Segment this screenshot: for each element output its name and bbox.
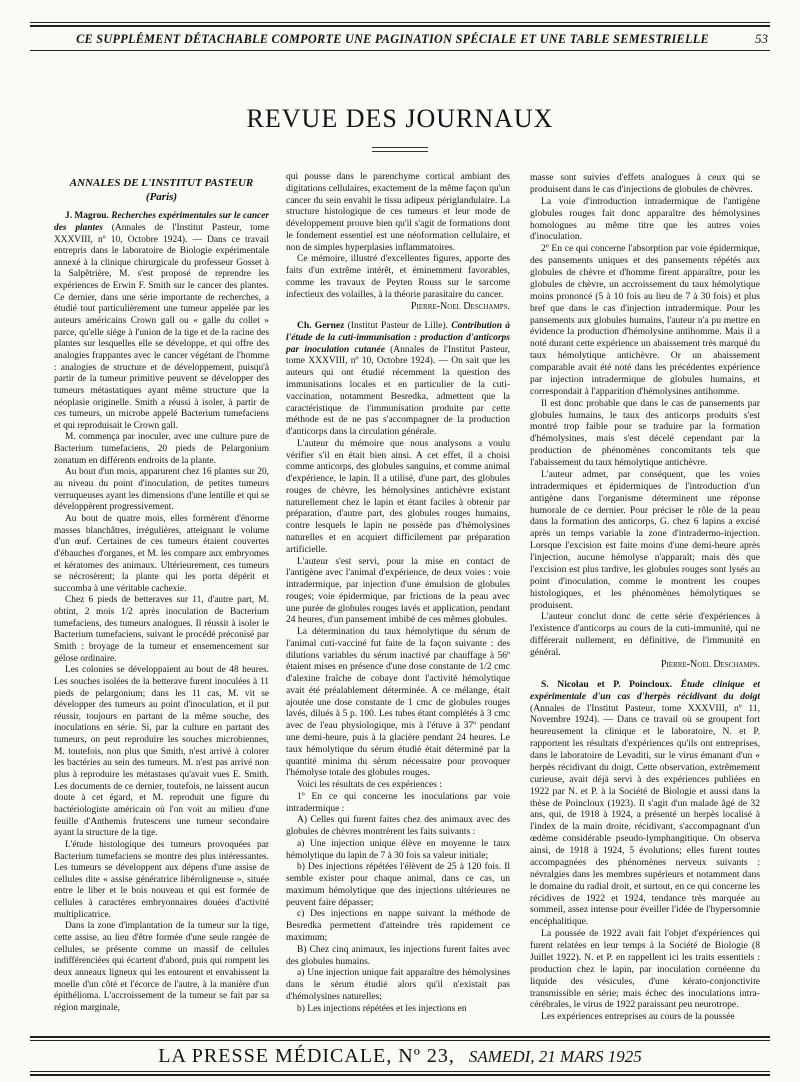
article-2-paragraph: a) Une injection unique fait apparaître des hémolysines dans le sérum étudié alors qu'il n'existait pas d'hémolysines naturelles; — [286, 968, 510, 1002]
article-2-paragraph: 2º En ce qui concerne l'absorption par voie épidermique, des pansements uniques et des pansements répétés aux globules de chèvre et d'homme firent apparaître, pour les globules de chèvre, un accroissement du taux hémolytique moins prononcé (5 à 10 fois au lieu de 7 à 30 fois) et plus bref que dans le cas d'injection intradermique. Pour les pansements aux globules humains, l'auteur n'a pu mettre en évidence la production d'hémolysine antihomme. Mais il a noté durant cette expérience un abaissement très marqué du taux hémolytique antichèvre. Or un abaissement comparable avait été noté dans les précédentes expérience par injection intradermique de globules humains, et correspondait à l'apparition d'hémolysines antihomme. — [530, 243, 760, 397]
article-1-paragraph: Chez 6 pieds de betteraves sur 11, d'autre part, M. obtint, 2 mois 1/2 après inoculation de Bacterium tumefaciens, des tumeurs analogues. Il réussit à isoler le Bacterium tumefaciens, suivant le procédé préconisé par Smith : broyage de la tumeur et ensemencement sur gélose ordinaire. — [54, 595, 269, 664]
article-2-paragraph: 1º En ce qui concerne les inoculations par voie intradermique : — [286, 791, 510, 814]
issue-date: SAMEDI, 21 MARS 1925 — [468, 1047, 642, 1066]
column-3 — [530, 172, 760, 1023]
article-1-paragraph: Dans ce travail entrepris dans le laboratoire de Biologie expérimentale annexé à la clinique chirurgicale du professeur Gosset à la Salpêtrière, M. s'est proposé de reprendre les expériences de Erwin F. Smith sur le cancer des plantes. Ce dernier, dans une série importante de recherches, a étudié tout particulièrement une tumeur appelée par les auteurs américains Crown gall ou « galle du collet » parce, qu'elle siège à l'union de la tige et de la racine des plantes sur lesquelles elle se développe, et qui offre des analogies frappantes avec le cancer végétant de l'homme : analogies de structure et de développement, puisqu'à partir de la tumeur primitive peuvent se développer des tumeurs métastatiques ayant même structure que la néoplasie originelle. Smith a réussi à isoler, à partir de ces tumeurs, un microbe appelé Bacterium tumefaciens et qui reproduisait le Crown gall. — [54, 234, 270, 431]
article-1-paragraph: Les colonies se développaient au bout de 48 heures. Les souches isolées de la betterave furent inoculées à 11 pieds de pelargonium; dans les 11 cas, M. vit se développer des tumeurs au point d'inoculation, et il put réussir, toujours en partant de la même souche, des inoculations en série. Si, par la culture en partant des tumeurs, on peut reproduire les souches microbiennes, M. toutefois, non plus que Smith, n'est arrivé à colorer les bactéries au sein des tumeurs. M. n'est pas arrivé non plus à reproduire les métastases qu'avait vues E. Smith. Les documents de ce dernier, toutefois, ne laissent aucun doute à cet égard, et M. reproduit une figure du bactériologiste américain où l'on voit au milieu d'une feuille d'Anthemis frutescens une tumeur secondaire ayant la structure de la tige. — [54, 665, 269, 839]
page-title: REVUE DES JOURNAUX — [246, 104, 554, 133]
page-header — [30, 22, 770, 51]
article-1-signature: Pierre-Noel Deschamps. — [410, 301, 510, 313]
article-1-paragraph: qui pousse dans le parenchyme cortical ambiant des digitations cellulaires, exactement de la même façon qu'un cancer du sein envahit le tissu adipeux périglandulaire. La structure histologique de ces tumeurs et leur mode de développement prouve bien qu'il s'agit de formations dont le fondement essentiel est une néoformation cellulaire, et non de simples hyperplasies inflammatoires. — [286, 172, 510, 253]
article-2-affiliation: (Institut Pasteur de Lille). — [347, 321, 448, 332]
article-3-heading — [530, 679, 760, 928]
section-place: (Paris) — [145, 190, 178, 203]
journal-masthead: LA PRESSE MÉDICALE, Nº 23, — [158, 1045, 455, 1067]
article-2-heading — [286, 321, 510, 439]
article-2-paragraph: a) Une injection unique élève en moyenne le taux hémolytique du lapin de 7 à 30 fois sa valeur initiale; — [286, 838, 510, 861]
article-2-paragraph: masse sont suivies d'effets analogues à ceux qui se produisent dans le cas d'injections de globules de chèvres. — [530, 172, 760, 195]
footer-rule-bottom — [30, 1071, 770, 1076]
column-2 — [286, 172, 510, 1015]
header-rule-bottom — [30, 50, 770, 51]
article-1-paragraph: L'étude histologique des tumeurs provoquées par Bacterium tumefaciens se montre des plus intéressantes. Les tumeurs se développent aux dépens d'une assise de cellules dite « assise génératrice libéroligneuse », située entre le liber et le bois nouveau et qui est formée de cellules à caractères embryonnaires douées d'activité multiplicatrice. — [54, 839, 269, 920]
article-1-paragraph: Ce mémoire, illustré d'excellentes figures, apporte des faits d'un extrême intérêt, et éminemment favorables, comme les travaux de Peyten Rouss sur le sarcome infectieux des volailles, à la théorie parasitaire du cancer. — [286, 254, 510, 300]
article-2-paragraph: A) Celles qui furent faites chez des animaux avec des globules de chèvres montrèrent les faits suivants : — [286, 815, 510, 838]
article-2-paragraph: L'auteur admet, par conséquent, que les voies intradermiques et épidermiques de l'introduction d'un antigène dans l'organisme déterminent une réponse humorale de ce dernier. Pour préciser le rôle de la peau dans la formation des anticorps, G. chez 6 lapins a excisé après un temps variable la zone d'intradermo-injection. Lorsque l'excision est faite moins d'une demi-heure après l'injection, aucune hémolyse n'apparaît; mais dès que l'excision est plus tardive, les globules rouges sont lysés au point d'inoculation, comme le montrent les coupes histologiques, et les phénomènes hémolytiques se produisent. — [530, 468, 760, 611]
article-1-paragraph: M. commença par inoculer, avec une culture pure de Bacterium tumefaciens, 20 pieds de Pelargonium zonatum en différents endroits de la plante. — [54, 432, 269, 466]
article-2-signature: Pierre-Noel Deschamps. — [660, 658, 760, 670]
article-2-paragraph: b) Des injections répétées l'élèvent de 25 à 120 fois. Il semble exister pour chaque animal, dans ce cas, un maximum hémolytique que des injections ultérieures ne peuvent faire dépasser; — [286, 862, 510, 908]
article-3-reference: (Annales de l'Institut Pasteur, tome XXXVIII, nº 11, Novembre 1924). — — [530, 702, 760, 726]
supplement-notice: CE SUPPLÉMENT DÉTACHABLE COMPORTE UNE PAGINATION SPÉCIALE ET UNE TABLE SEMESTRIELLE — [76, 31, 709, 46]
article-1-reference: (Annales de l'Institut Pasteur, tome XXXVIII, nº 10, Octobre 1924). — — [54, 222, 270, 245]
article-1-heading — [54, 211, 269, 432]
article-2-reference: (Annales de l'Institut Pasteur, tome XXXVIII, nº 10, Octobre 1924). — — [286, 344, 510, 367]
column-1 — [54, 172, 269, 1014]
article-2-paragraph: L'auteur s'est servi, pour la mise en contact de l'antigène avec l'animal d'expérience, de deux voies : voie intradermique, par injection d'une émulsion de globules rouges; voie épidermique, par frictions de la peau avec une purée de globules rouges lavés et application, pendant 24 heures, d'un pansement imbibé de ces mêmes globules. — [286, 556, 510, 626]
article-1-paragraph: Au bout de quatre mois, elles formèrent d'énorme masses blanchâtres, irrégulières, atteignant le volume d'un œuf. Certaines de ces tumeurs étaient couvertes d'ébauches d'organes, et M. les compare aux embryomes et kératomes des animaux. Ultérieurement, ces tumeurs se nécrosèrent; la plante qui les porta dépérit et succomba à une véritable cachexie. — [54, 513, 269, 594]
article-3-title: Étude clinique et expérimentale d'un cas d'herpès récidivant du doigt — [530, 678, 760, 702]
article-2-paragraph: c) Des injections en nappe suivant la méthode de Besredka permettent d'atteindre très rapidement ce maximum; — [286, 909, 510, 943]
article-2-author: Ch. Gernez — [297, 321, 345, 332]
article-3-author: S. Nicolau et P. Poincloux. — [541, 678, 673, 690]
title-ornament — [372, 147, 428, 152]
article-2-paragraph: b) Les injections répétées et les injections en — [297, 1003, 467, 1014]
section-name: ANNALES DE L'INSTITUT PASTEUR — [69, 177, 254, 189]
article-2-paragraph: Voici les résultats de ces expériences : — [297, 780, 442, 791]
article-2-paragraph: La détermination du taux hémolytique du sérum de l'animal cuti-vacciné fut faite de la façon suivante : des dilutions variables du sérum inactivé par chauffage à 56º étaient mises en présence d'une dose constante de 1/2 cmc d'alexine fraîche de cobaye dont l'activité hémolytique avait été préalablement déterminée. A ce mélange, était ajoutée une dose constante de 1 cmc de globules rouges lavés, dilués à 5 p. 100. Les tubes étant complétés à 3 cmc avec de l'eau physiologique, mis à l'étuve à 37º pendant une demi-heure, puis à la glacière pendant 24 heures. Le taux hémolytique du sérum étudié était déterminé par la quantité minima du sérum nécessaire pour provoquer l'hémolyse totale des globules rouges. — [286, 627, 510, 779]
page-footer — [30, 1036, 770, 1076]
article-2-title: Contribution à l'étude de la cuti-immunisation : production d'anticorps par inoculation cutanée — [286, 321, 511, 355]
article-2-paragraph: B) Chez cinq animaux, les injections furent faites avec des globules humains. — [286, 944, 510, 967]
article-2-paragraph: Il est donc probable que dans le cas de pansements par globules humains, le taux des anticorps produits s'est montré trop faible pour se traduire par la formation d'hémolysines, mais s'est décelé cependant par la production de phénomènes concomitants tels que l'abaissement du taux hémolytique antichèvre. — [530, 397, 760, 468]
article-2-paragraph: On sait que les auteurs qui ont étudié récemment la question des immunisations locales et en particulier de la cuti-vaccination, notamment Besredka, admettent que la caractéristique de l'immunisation produite par cette méthode est de ne pas s'accompagner de la production d'anticorps dans la circulation générale. — [286, 356, 510, 438]
article-1-paragraph: Au bout d'un mois, apparurent chez 16 plantes sur 20, au niveau du point d'inoculation, de petites tumeurs verruqueuses ayant les dimensions d'une lentille et qui se développèrent progressivement. — [54, 467, 269, 513]
article-3-paragraph: Dans ce travail où se groupent fort heureusement la clinique et le laboratoire, N. et P. rapportent les résultats d'expériences qu'ils ont entreprises, dans le laboratoire de Levaditi, sur le virus émanant d'un « herpès récidivant du doigt. Cette observation, extrêmement curieuse, avait déjà servi à des expériences publiées en 1922 par N. et P. à la Société de Biologie et aussi dans la thèse de Poincloux (1923). Il s'agit d'un malade âgé de 32 ans, qui, de 1918 à 1924, a présenté un herpès localisé à l'index de la main droite, récidivant, s'accompagnant d'un œdème considérable pseudo-lymphangitique. On observa ainsi, de 1918 à 1924, 5 évolutions; elles furent toutes accompagnées des phénomènes nerveux suivants : névralgies dans les membres supérieurs et notamment dans le domaine du radial droit, et surtout, en ce qui concerne les récidives de 1922 et 1924, tendance très marquée au sommeil, assez intense pour éveiller l'idée de l'hypersomnie encéphalitique. — [530, 714, 760, 928]
article-1-author: J. Magrou. — [65, 211, 109, 222]
article-2-paragraph: La voie d'introduction intradermique de l'antigène globules rouges fait donc apparaître des hémolysines homologues au même titre que les autres voies d'inoculation. — [530, 195, 760, 243]
article-3-paragraph: Les expériences entreprises au cours de la poussée — [541, 1011, 735, 1023]
article-1-title: Recherches expérimentales sur le cancer des plantes — [54, 211, 270, 233]
article-1-paragraph: Dans la zone d'implantation de la tumeur sur la tige, cette assise, au lieu d'être formée d'une seule rangée de cellules, se présente comme un massif de cellules indifférenciées qui écartent d'abord, puis qui rompent les deux anneaux ligneux qui les entourent et envahissent la moelle d'un côté et l'écorce de l'autre, à la manière d'un épithélioma. L'accroissement de la tumeur se fait par sa région marginale, — [54, 921, 269, 1013]
page-number: 53 — [755, 31, 768, 46]
article-3-paragraph: La poussée de 1922 avait fait l'objet d'expériences qui furent relatées en leur temps à la Société de Biologie (8 Juillet 1922). N. et P. en rappellent ici les traits essentiels : production chez le lapin, par inoculation cornéenne du liquide des vésicules, d'une kérato-conjonctivite transmissible en série; mais échec des inoculations intra-cérébrales, le virus de 1922 paraissant peu neurotrope. — [530, 928, 760, 1011]
article-2-paragraph: L'auteur du mémoire que nous analysons a voulu vérifier s'il en était bien ainsi. A cet effet, il a choisi comme anticorps, des globules sanguins, et comme animal d'expérience, le lapin. Il a utilisé, d'une part, des globules rouges de chèvre, les hémolysines antichèvre existant naturellement chez le lapin et étant faciles à obtenir par préparation, d'autre part, des globules rouges humains, contre lesquels le lapin ne possède pas d'hémolysines naturelles et en acquiert difficilement par préparation artificielle. — [286, 438, 510, 555]
article-2-paragraph: L'auteur conclut donc de cette série d'expériences à l'existence d'anticorps au cours de la cuti-immunité, qui ne différerait nullement, en définitive, de l'immunité en général. — [530, 611, 760, 658]
